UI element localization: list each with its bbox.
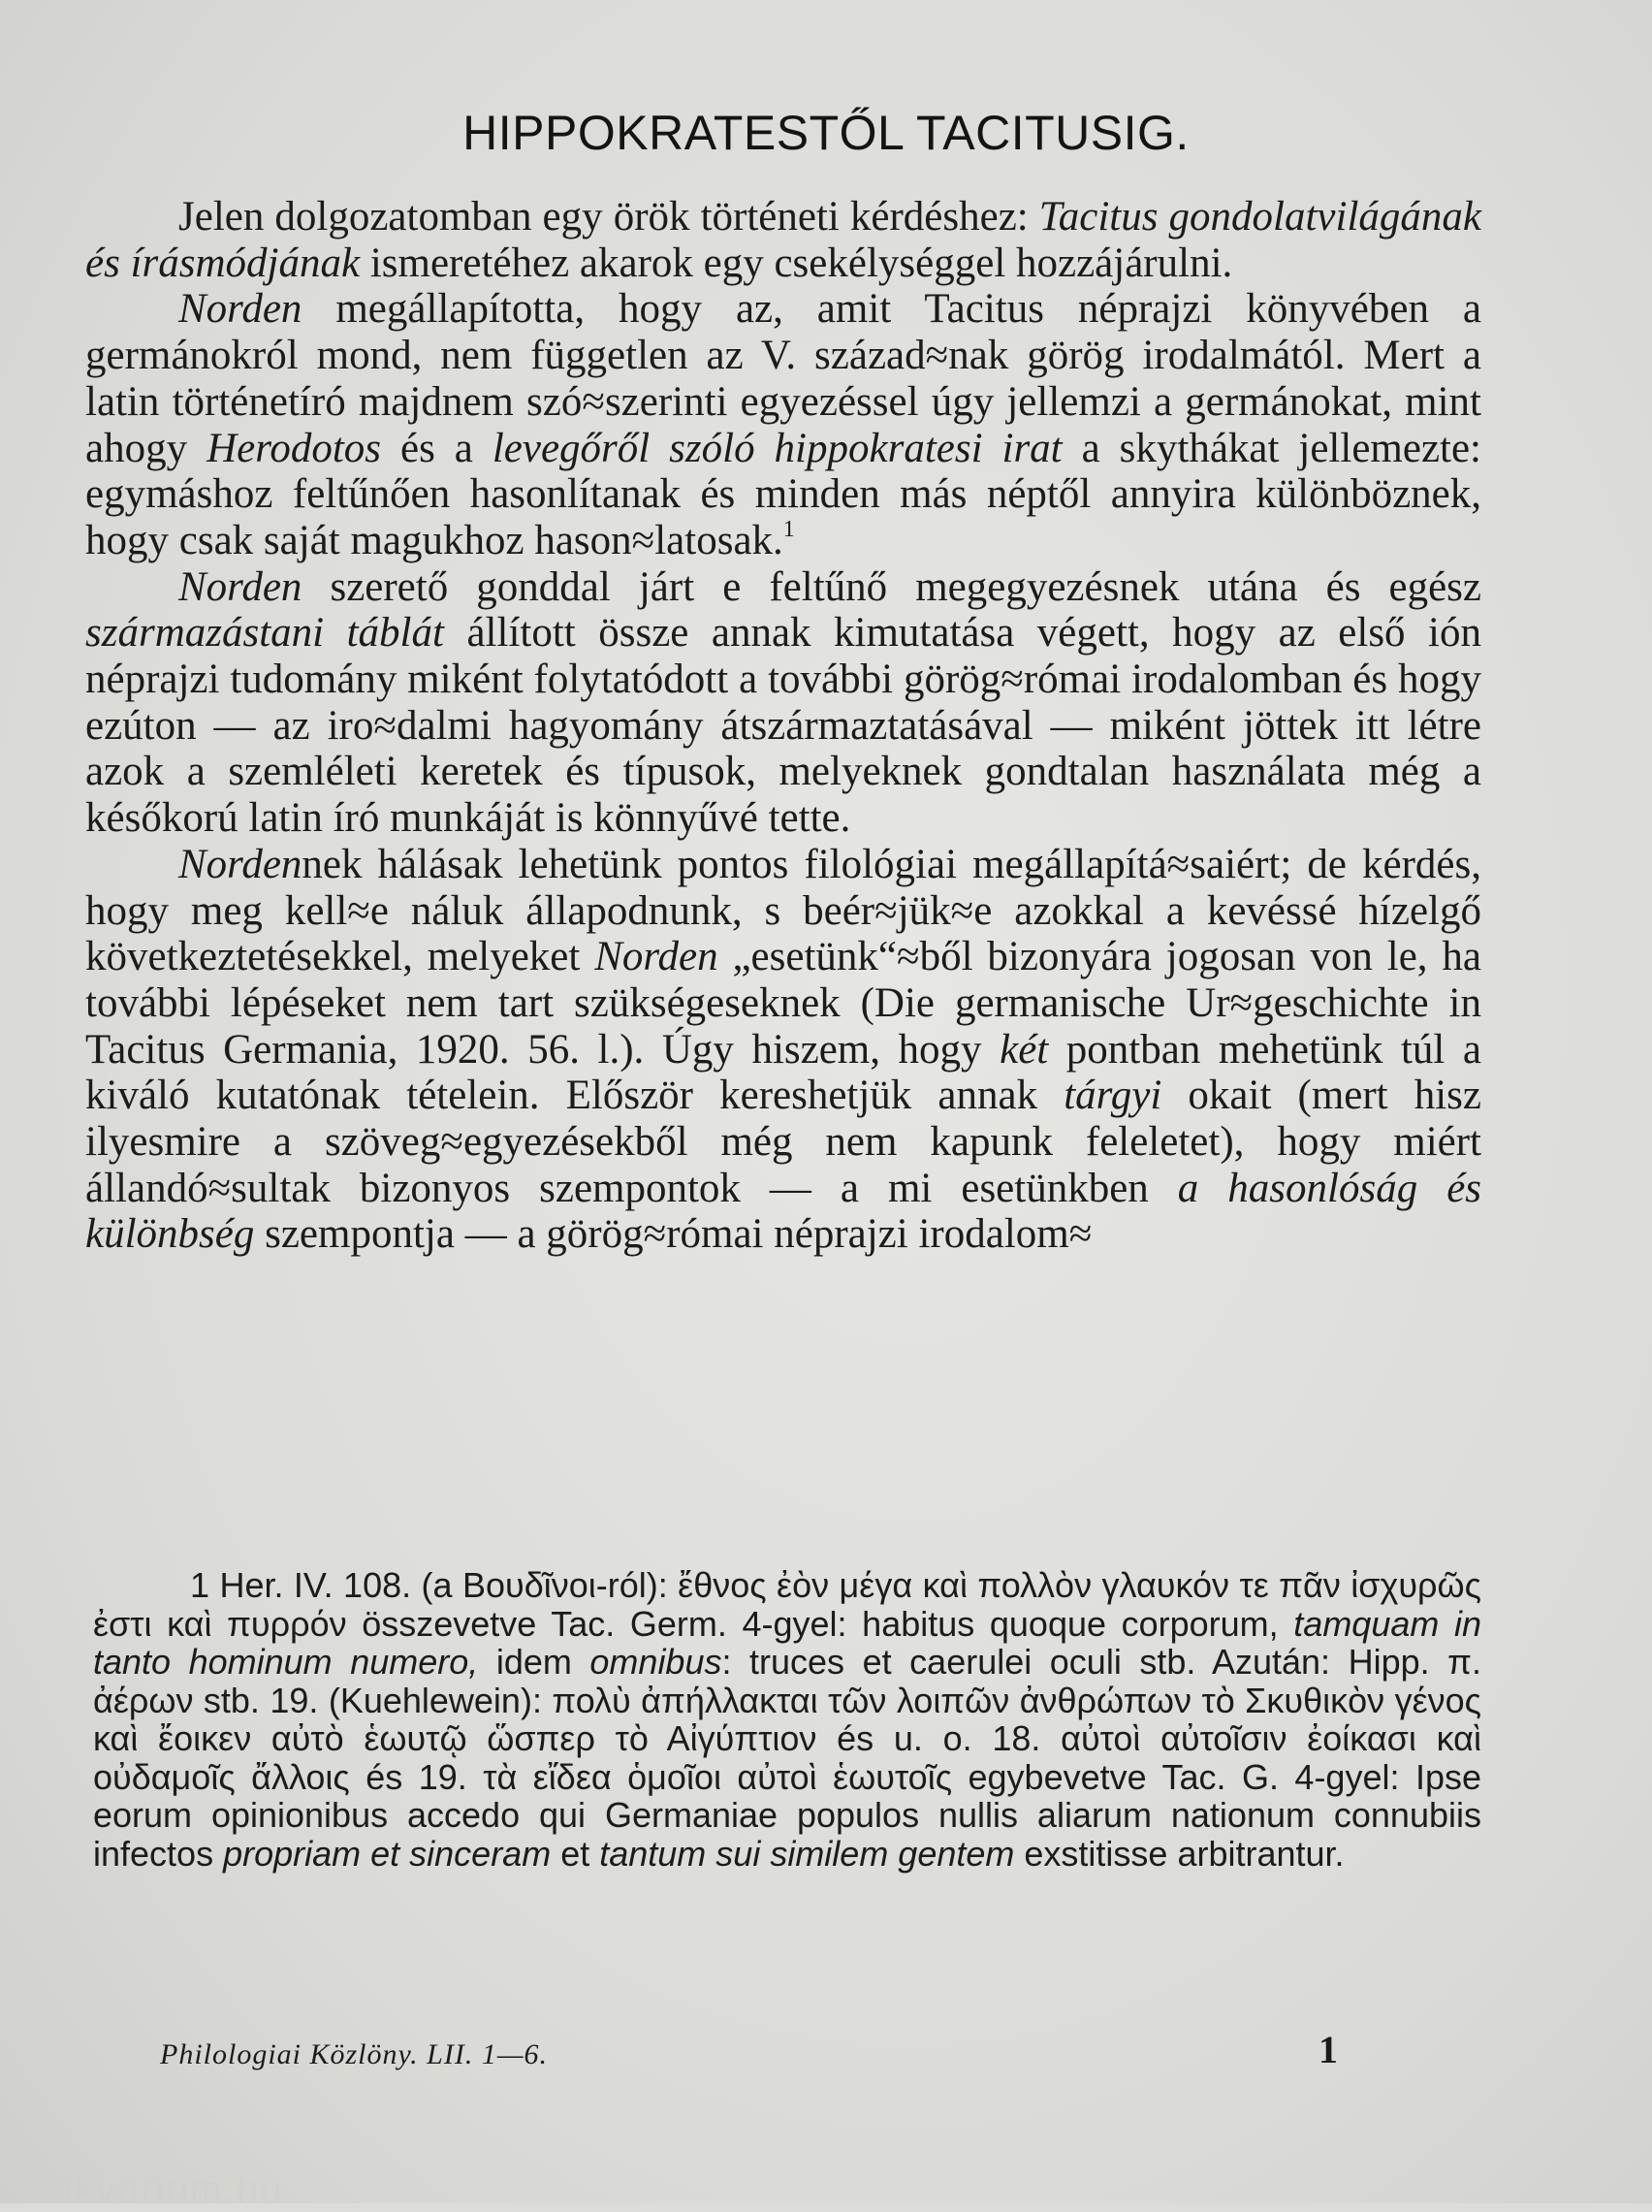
page-title: HIPPOKRATESTŐL TACITUSIG. xyxy=(462,106,1190,160)
text-run: szerető gonddal járt e feltűnő megegyezésnek utána és egész xyxy=(302,563,1481,610)
text-run: 1 Her. IV. 108. (a Βουδῖνοι-ról): ἔθνος ἐὸν μέγα καὶ πολλὸν γλαυκόν τε πᾶν ἰσχυρῶς ἐστι καὶ πυρρόν összevetve Tac. Germ. 4-gyel: habitus quoque corporum, xyxy=(93,1565,1481,1644)
text-run: idem xyxy=(478,1642,590,1682)
text-run: állított össze annak kimutatása végett, hogy az első ión néprajzi tudomány miként folytatódott a további görög≈római irodalomban és hogy ezúton — az iro≈dalmi hagyomány átszármaztatásával — miként jöttek itt létre azok a szemléleti keretek és típusok, melyeknek gondtalan használata még a későkorú latin író munkáját is könnyűvé tette. xyxy=(85,610,1481,842)
italic-text: tantum sui similem gentem xyxy=(599,1833,1015,1874)
text-run: és a xyxy=(381,425,492,471)
text-run: et xyxy=(551,1833,600,1874)
italic-text: Herodotos xyxy=(206,425,382,471)
journal-reference: Philologiai Közlöny. LII. 1—6. xyxy=(160,2038,549,2070)
italic-text: Norden xyxy=(178,563,302,610)
body-text xyxy=(85,194,1481,1258)
text-run: okait (mert hisz ilyesmire a szöveg≈egyezésekből még nem kapunk feleletet), hogy miért állandó≈sultak bizonyos szempontok — a mi esetünkben xyxy=(85,1073,1481,1211)
text-run: Jelen dolgozatomban egy örök történeti kérdéshez: xyxy=(178,194,1039,240)
text-run: megállapította, hogy az, amit Tacitus néprajzi könyvében a germánokról mond, nem független az V. század≈nak görög irodalmától. Mert a latin történetíró majdnem szó≈szerinti egyezéssel úgy jellemzi a germánokat, mint ahogy xyxy=(85,286,1481,471)
text-run: szempontja — a görög≈római néprajzi irodalom≈ xyxy=(254,1211,1093,1258)
italic-text: tárgyi xyxy=(1064,1073,1162,1119)
italic-text: a hasonlóság és különbség xyxy=(85,1165,1482,1258)
paragraph xyxy=(85,286,1481,563)
italic-text: tamquam in tanto hominum numero, xyxy=(93,1603,1481,1682)
italic-text: Tacitus gondolatvilágának és írásmódjának xyxy=(85,194,1481,286)
text-run: : truces et caerulei oculi stb. Azután: Hipp. π. ἀέρων stb. 19. (Kuehlewein): πολὺ ἀπήλλακται τῶν λοιπῶν ἀνθρώπων τὸ Σκυθικὸν γένος καὶ ἔοικεν αὐτὸ ἑωυτῷ ὥσπερ τὸ Αἰγύπτιον és u. o. 18. αὐτοὶ αὐτοῖσιν ἐοίκασι καὶ οὐδαμοῖς ἄλλοις és 19. τὰ εἴδεα ὁμοῖοι αὐτοὶ ἑωυτοῖς egybevetve Tac. G. 4-gyel: Ipse eorum opinionibus accedo qui Germaniae populos nullis aliarum nationum connubiis infectos xyxy=(93,1642,1481,1874)
italic-text: propriam et sinceram xyxy=(223,1833,552,1874)
italic-text: két xyxy=(1000,1026,1049,1073)
paragraph xyxy=(85,564,1481,842)
footnote-marker: 1 xyxy=(782,516,795,542)
italic-text: származástani táblát xyxy=(85,610,444,657)
paragraph xyxy=(85,194,1481,286)
italic-text: Norden xyxy=(178,841,302,887)
text-run: a skythákat jellemezte: egymáshoz feltűnően hasonlítanak és minden más néptől annyira különböznek, hogy csak saját magukhoz hason≈latosak. xyxy=(85,425,1482,563)
footnote xyxy=(93,1566,1481,1873)
paragraph xyxy=(85,842,1481,1258)
text-run: pontban mehetünk túl a kiváló kutatónak tételein. Először kereshetjük annak xyxy=(85,1026,1482,1119)
text-run: nek hálásak lehetünk pontos filológiai megállapítá≈saiért; de kérdés, hogy meg kell≈e náluk állapodnunk, s beér≈jük≈e azokkal a kevéssé hízelgő következtetésekkel, melyeket xyxy=(85,841,1481,980)
italic-text: Norden xyxy=(178,286,302,333)
footnote-text xyxy=(93,1566,1481,1873)
text-run: exstitisse arbitrantur. xyxy=(1014,1833,1345,1874)
text-run: ismeretéhez akarok egy csekélységgel hozzájárulni. xyxy=(360,240,1233,286)
text-run: „esetünk“≈ből bizonyára jogosan von le, ha további lépéseket nem tart szükségeseknek (Die germanische Ur≈geschichte in Tacitus Germania, 1920. 56. l.). Úgy hiszem, hogy xyxy=(85,934,1482,1073)
italic-text: Norden xyxy=(594,934,718,980)
watermark: Antikvarium.hu xyxy=(0,2168,284,2211)
page-number: 1 xyxy=(1318,2028,1338,2071)
italic-text: levegőről szóló hippokratesi irat xyxy=(492,425,1063,471)
italic-text: omnibus xyxy=(589,1642,722,1682)
